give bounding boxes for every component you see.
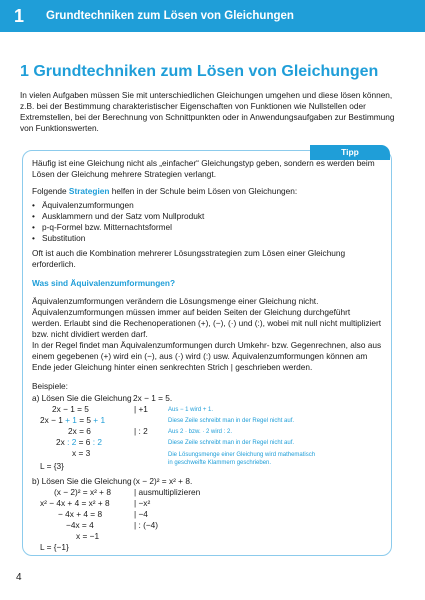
tip-paragraph-1: Häufig ist eine Gleichung nicht als „einfacher“ Gleichungstyp geben, sondern es werden beim Lösen der Gleichung mehrere Strategien verlangt. <box>32 158 375 179</box>
strategy-item: • p-q-Formel bzw. Mitternachtsformel <box>32 222 204 233</box>
strategy-list <box>32 200 204 244</box>
chapter-header-title: Grundtechniken zum Lösen von Gleichungen <box>46 10 294 22</box>
example-a-note-4: Diese Zeile schreibt man in der Regel nicht auf. <box>168 440 295 446</box>
example-b-op-2: | −x² <box>134 498 151 508</box>
tip-paragraph-4: Äquivalenzumformungen verändern die Lösungsmenge einer Gleichung nicht. Äquivalenzumformungen müssen immer auf beiden Seiten der Gleichung durchgeführt werden. Erlaubt sind die Rechenoperationen (+), (−), (·) und (:), wobei mit null nicht multipliziert bzw. nicht dividiert werden darf. <box>32 296 382 339</box>
example-a-solution-set: L = {3} <box>40 461 64 471</box>
example-b-op-3: | −4 <box>134 509 148 519</box>
example-a-note-2: Diese Zeile schreibt man in der Regel nicht auf. <box>168 418 295 424</box>
example-a-equation: 2x − 1 = 5. <box>133 393 173 403</box>
example-a-op-1: | +1 <box>134 404 148 414</box>
example-a-note-3: Aus 2 · bzw. · 2 wird : 2. <box>168 429 233 435</box>
example-a-prompt: a) Lösen Sie die Gleichung <box>32 393 132 403</box>
strategy-item: • Substitution <box>32 233 204 244</box>
example-a-line-4-c: = 6 <box>76 437 93 447</box>
example-b-line-1: (x − 2)² = x² + 8 <box>54 487 111 497</box>
example-a-line-2 <box>40 415 105 426</box>
example-b-line-3: − 4x + 4 = 8 <box>58 509 103 519</box>
example-a-op-3: | : 2 <box>134 426 148 436</box>
tip-paragraph-2 <box>32 186 377 197</box>
intro-paragraph: In vielen Aufgaben müssen Sie mit unterschiedlichen Gleichungen umgehen und diese lösen können, z.B. bei der Bestimmung charakteristischer Eigenschaften von Funktionen wie Nullstellen oder Extremstellen, bei der Berechnung von Schnittpunkten oder in Anwendungsaufgaben zur Bestimmung von Funktionswerten. <box>20 90 395 133</box>
example-a-line-4-d: : 2 <box>92 437 102 447</box>
chapter-number: 1 <box>14 6 25 26</box>
tip-paragraph-2-post: helfen in der Schule beim Lösen von Gleichungen: <box>109 186 298 196</box>
example-a-line-1: 2x − 1 = 5 <box>52 404 89 414</box>
equivalence-heading: Was sind Äquivalenzumformungen? <box>32 278 176 288</box>
example-b-op-4: | : (−4) <box>134 520 159 530</box>
example-b-line-5: x = −1 <box>76 531 100 541</box>
strategy-item: • Ausklammern und der Satz vom Nullprodukt <box>32 211 204 222</box>
example-a-note-5a: Die Lösungsmenge einer Gleichung wird mathematisch <box>168 452 316 458</box>
tip-strategies-word: Strategien <box>68 186 110 196</box>
example-b-solution-set: L = {−1} <box>40 542 69 552</box>
example-a-line-4-b: : 2 <box>67 437 77 447</box>
tip-paragraph-3: Oft ist auch die Kombination mehrerer Lösungsstrategien zum Lösen einer Gleichung erforderlich. <box>32 248 346 269</box>
example-a-note-1: Aus − 1 wird + 1. <box>168 407 214 413</box>
example-b-line-4: −4x = 4 <box>66 520 94 530</box>
page-number: 4 <box>16 572 22 583</box>
examples-label: Beispiele: <box>32 381 68 391</box>
tip-paragraph-2-pre: Folgende <box>32 186 69 196</box>
example-b-line-2: x² − 4x + 4 = x² + 8 <box>40 498 110 508</box>
example-b-prompt: b) Lösen Sie die Gleichung <box>32 476 132 486</box>
section-title: 1 Grundtechniken zum Lösen von Gleichungen <box>20 63 379 80</box>
example-a-line-2-b: + 1 <box>65 415 77 425</box>
example-b-equation: (x − 2)² = x² + 8. <box>133 476 193 486</box>
example-a-line-2-a: 2x − 1 <box>40 415 66 425</box>
example-a-note-5b: in geschweifte Klammern geschrieben. <box>168 460 272 466</box>
example-a-line-5: x = 3 <box>72 448 91 458</box>
example-b-op-1: | ausmultiplizieren <box>134 487 201 497</box>
example-a-line-2-d: + 1 <box>93 415 106 425</box>
example-a-line-3: 2x = 6 <box>68 426 91 436</box>
chapter-header-bar <box>0 0 425 32</box>
strategy-item: • Äquivalenzumformungen <box>32 200 204 211</box>
tip-label: Tipp <box>310 145 390 160</box>
example-a-line-4 <box>56 437 102 448</box>
example-a-line-2-c: = 5 <box>76 415 94 425</box>
tip-paragraph-5: In der Regel findet man Äquivalenzumformungen durch Umkehr- bzw. Gegenrechnen, also aus einem gegebenen (+) wird ein (−), aus (·) wird (:) usw. Äquivalenzumformungen können am Ende jeder Gleichung hinter einen senkrechten Strich | geschrieben werden. <box>32 340 382 372</box>
example-a-line-4-a: 2x <box>56 437 68 447</box>
